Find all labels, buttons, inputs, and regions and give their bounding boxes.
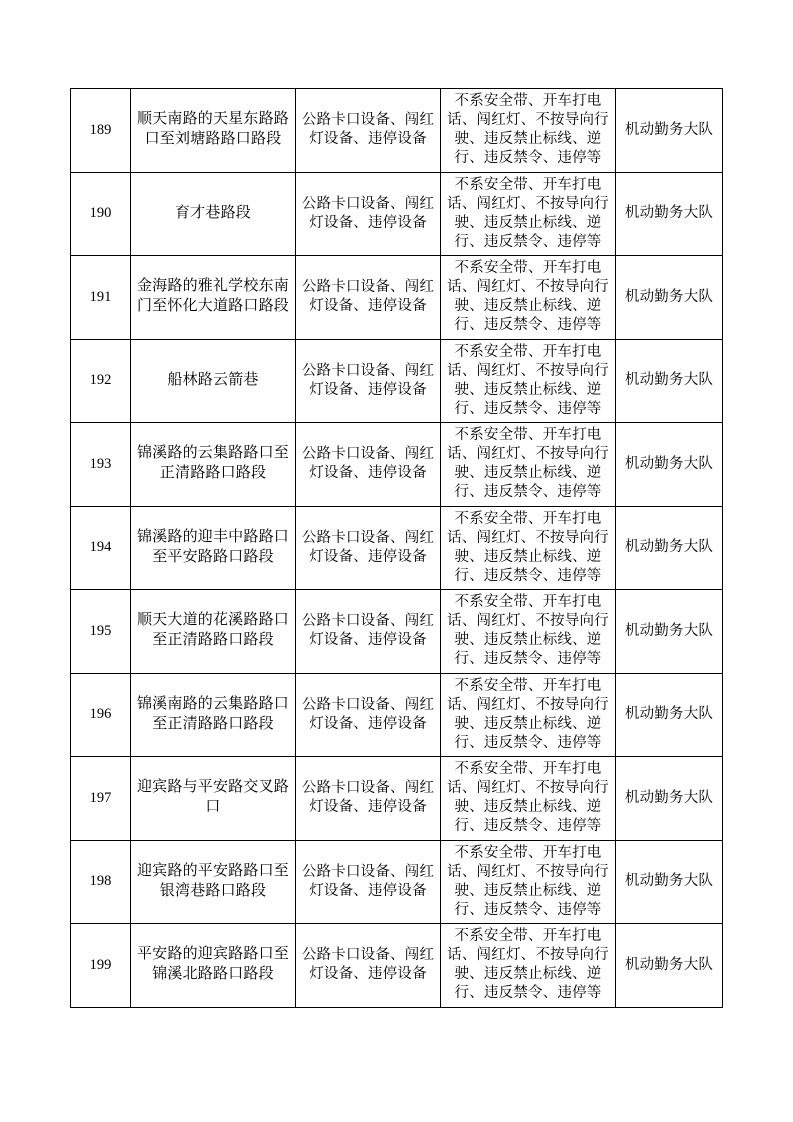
row-unit: 机动勤务大队 (616, 590, 723, 674)
row-violation: 不系安全带、开车打电话、闯红灯、不按导向行驶、违反禁止标线、逆行、违反禁令、违停等 (441, 172, 616, 256)
row-place: 顺天大道的花溪路路口至正清路路口路段 (131, 590, 296, 674)
row-violation: 不系安全带、开车打电话、闯红灯、不按导向行驶、违反禁止标线、逆行、违反禁令、违停等 (441, 506, 616, 590)
row-unit: 机动勤务大队 (616, 89, 723, 173)
row-place: 迎宾路与平安路交叉路口 (131, 757, 296, 841)
row-unit: 机动勤务大队 (616, 924, 723, 1008)
row-index: 195 (71, 590, 131, 674)
row-device: 公路卡口设备、闯红灯设备、违停设备 (296, 172, 441, 256)
table-row (71, 924, 723, 1008)
row-violation: 不系安全带、开车打电话、闯红灯、不按导向行驶、违反禁止标线、逆行、违反禁令、违停等 (441, 673, 616, 757)
row-violation: 不系安全带、开车打电话、闯红灯、不按导向行驶、违反禁止标线、逆行、违反禁令、违停等 (441, 339, 616, 423)
row-index: 190 (71, 172, 131, 256)
row-unit: 机动勤务大队 (616, 840, 723, 924)
row-unit: 机动勤务大队 (616, 757, 723, 841)
table-row (71, 590, 723, 674)
table-row (71, 339, 723, 423)
row-index: 197 (71, 757, 131, 841)
row-index: 192 (71, 339, 131, 423)
table-row (71, 89, 723, 173)
row-place: 平安路的迎宾路路口至锦溪北路路口路段 (131, 924, 296, 1008)
row-violation: 不系安全带、开车打电话、闯红灯、不按导向行驶、违反禁止标线、逆行、违反禁令、违停等 (441, 423, 616, 507)
row-place: 迎宾路的平安路路口至银湾巷路口路段 (131, 840, 296, 924)
table-row (71, 506, 723, 590)
row-unit: 机动勤务大队 (616, 423, 723, 507)
row-index: 194 (71, 506, 131, 590)
row-index: 196 (71, 673, 131, 757)
row-place: 锦溪路的迎丰中路路口至平安路路口路段 (131, 506, 296, 590)
table-row (71, 840, 723, 924)
row-device: 公路卡口设备、闯红灯设备、违停设备 (296, 506, 441, 590)
row-index: 198 (71, 840, 131, 924)
row-unit: 机动勤务大队 (616, 172, 723, 256)
table-row (71, 757, 723, 841)
row-unit: 机动勤务大队 (616, 339, 723, 423)
row-index: 193 (71, 423, 131, 507)
table-row (71, 172, 723, 256)
row-device: 公路卡口设备、闯红灯设备、违停设备 (296, 339, 441, 423)
row-device: 公路卡口设备、闯红灯设备、违停设备 (296, 590, 441, 674)
row-device: 公路卡口设备、闯红灯设备、违停设备 (296, 256, 441, 340)
row-index: 191 (71, 256, 131, 340)
row-place: 育才巷路段 (131, 172, 296, 256)
row-violation: 不系安全带、开车打电话、闯红灯、不按导向行驶、违反禁止标线、逆行、违反禁令、违停等 (441, 757, 616, 841)
row-device: 公路卡口设备、闯红灯设备、违停设备 (296, 924, 441, 1008)
row-unit: 机动勤务大队 (616, 506, 723, 590)
row-violation: 不系安全带、开车打电话、闯红灯、不按导向行驶、违反禁止标线、逆行、违反禁令、违停等 (441, 840, 616, 924)
table-row (71, 256, 723, 340)
row-unit: 机动勤务大队 (616, 673, 723, 757)
row-index: 189 (71, 89, 131, 173)
row-device: 公路卡口设备、闯红灯设备、违停设备 (296, 840, 441, 924)
row-device: 公路卡口设备、闯红灯设备、违停设备 (296, 423, 441, 507)
row-place: 船林路云箭巷 (131, 339, 296, 423)
road-enforcement-table (70, 88, 723, 1008)
row-place: 顺天南路的天星东路路口至刘塘路路口路段 (131, 89, 296, 173)
table-row (71, 673, 723, 757)
row-unit: 机动勤务大队 (616, 256, 723, 340)
row-device: 公路卡口设备、闯红灯设备、违停设备 (296, 89, 441, 173)
table-row (71, 423, 723, 507)
table-body (71, 89, 723, 1008)
row-device: 公路卡口设备、闯红灯设备、违停设备 (296, 673, 441, 757)
row-violation: 不系安全带、开车打电话、闯红灯、不按导向行驶、违反禁止标线、逆行、违反禁令、违停等 (441, 89, 616, 173)
row-device: 公路卡口设备、闯红灯设备、违停设备 (296, 757, 441, 841)
row-violation: 不系安全带、开车打电话、闯红灯、不按导向行驶、违反禁止标线、逆行、违反禁令、违停等 (441, 590, 616, 674)
row-place: 锦溪路的云集路路口至正清路路口路段 (131, 423, 296, 507)
row-place: 锦溪南路的云集路路口至正清路路口路段 (131, 673, 296, 757)
row-place: 金海路的雅礼学校东南门至怀化大道路口路段 (131, 256, 296, 340)
row-index: 199 (71, 924, 131, 1008)
row-violation: 不系安全带、开车打电话、闯红灯、不按导向行驶、违反禁止标线、逆行、违反禁令、违停等 (441, 924, 616, 1008)
row-violation: 不系安全带、开车打电话、闯红灯、不按导向行驶、违反禁止标线、逆行、违反禁令、违停等 (441, 256, 616, 340)
